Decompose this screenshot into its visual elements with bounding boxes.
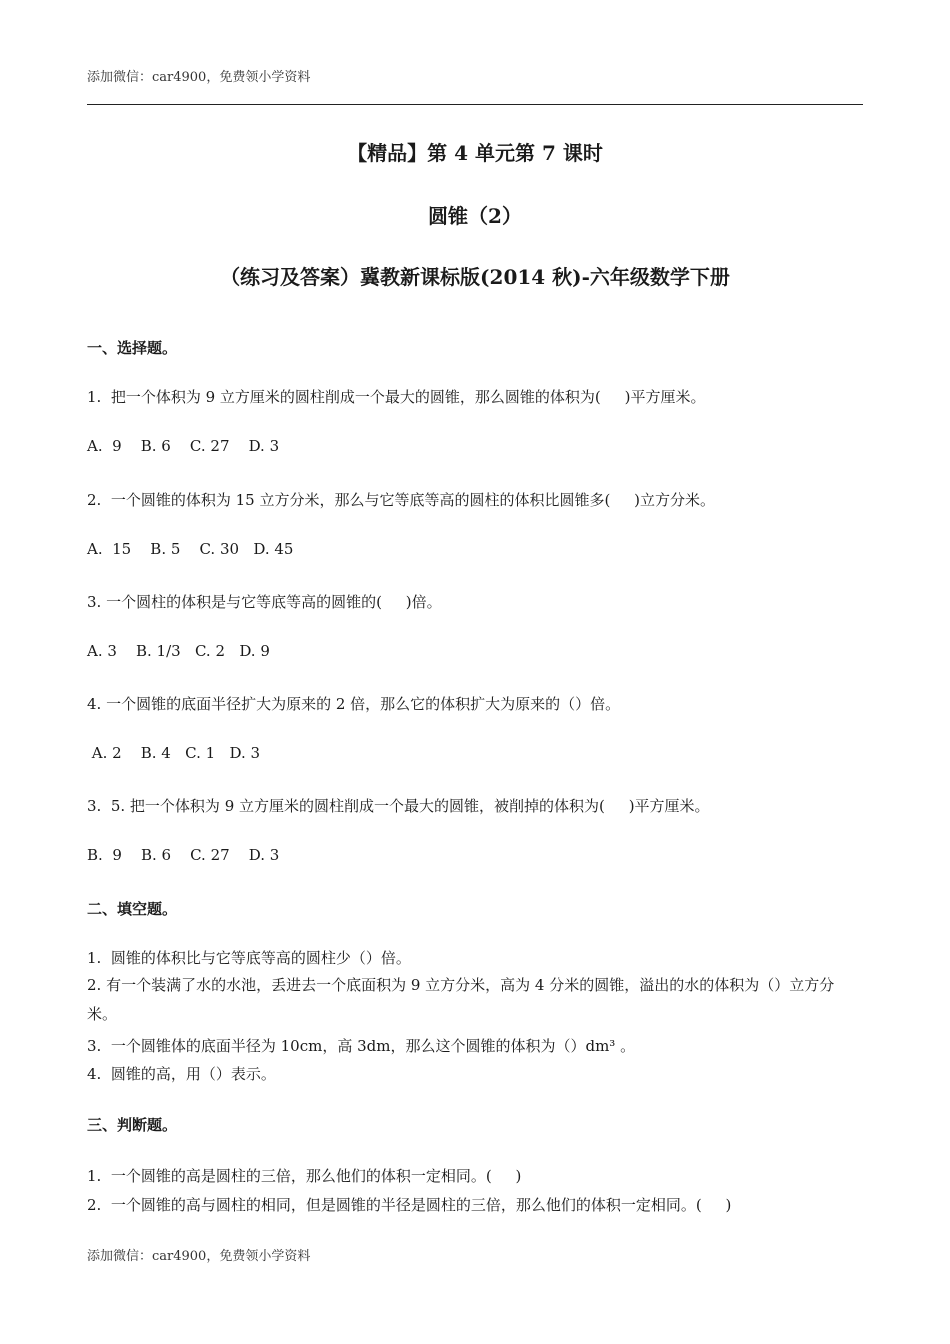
section-heading-fill: 二、填空题。 (87, 900, 178, 918)
page-footer: 添加微信：car4900，免费领小学资料 (87, 1249, 311, 1264)
page-header: 添加微信：car4900，免费领小学资料 (87, 70, 311, 85)
fill-question-2: 2. 有一个装满了水的水池，丢进去一个底面积为 9 立方分米，高为 4 分米的圆锥，溢出的水的体积为（）立方分米。 (87, 976, 835, 1023)
choice-options-4: A. 2 B. 4 C. 1 D. 3 (87, 744, 261, 762)
choice-question-3: 3. 一个圆柱的体积是与它等底等高的圆锥的( )倍。 (87, 593, 442, 611)
section-heading-choice: 一、选择题。 (87, 339, 178, 357)
choice-question-2: 2. 一个圆锥的体积为 15 立方分米，那么与它等底等高的圆柱的体积比圆锥多( )立方分米。 (87, 491, 716, 509)
fill-question-1: 1. 圆锥的体积比与它等底等高的圆柱少（）倍。 (87, 949, 411, 967)
doc-title-line1: 【精品】第 4 单元第 7 课时 (347, 141, 603, 165)
choice-question-1: 1. 把一个体积为 9 立方厘米的圆柱削成一个最大的圆锥，那么圆锥的体积为( )平方厘米。 (87, 388, 706, 406)
judge-question-2: 2. 一个圆锥的高与圆柱的相同，但是圆锥的半径是圆柱的三倍，那么他们的体积一定相同。( ) (87, 1196, 732, 1214)
header-divider (87, 104, 863, 105)
judge-question-1: 1. 一个圆锥的高是圆柱的三倍，那么他们的体积一定相同。( ) (87, 1167, 522, 1185)
fill-question-3: 3. 一个圆锥体的底面半径为 10cm，高 3dm，那么这个圆锥的体积为（）dm³ 。 (87, 1037, 636, 1055)
choice-question-5: 3. 5. 把一个体积为 9 立方厘米的圆柱削成一个最大的圆锥，被削掉的体积为( )平方厘米。 (87, 797, 710, 815)
choice-options-1: A. 9 B. 6 C. 27 D. 3 (87, 437, 280, 455)
choice-question-4: 4. 一个圆锥的底面半径扩大为原来的 2 倍，那么它的体积扩大为原来的（）倍。 (87, 695, 621, 713)
fill-question-4: 4. 圆锥的高，用（）表示。 (87, 1065, 276, 1083)
doc-title-line2: 圆锥（2） (428, 204, 522, 228)
choice-options-5: B. 9 B. 6 C. 27 D. 3 (87, 846, 280, 864)
doc-title-line3: （练习及答案）冀教新课标版(2014 秋)-六年级数学下册 (220, 265, 730, 289)
choice-options-2: A. 15 B. 5 C. 30 D. 45 (87, 540, 294, 558)
section-heading-judge: 三、判断题。 (87, 1116, 178, 1134)
choice-options-3: A. 3 B. 1/3 C. 2 D. 9 (87, 642, 270, 660)
